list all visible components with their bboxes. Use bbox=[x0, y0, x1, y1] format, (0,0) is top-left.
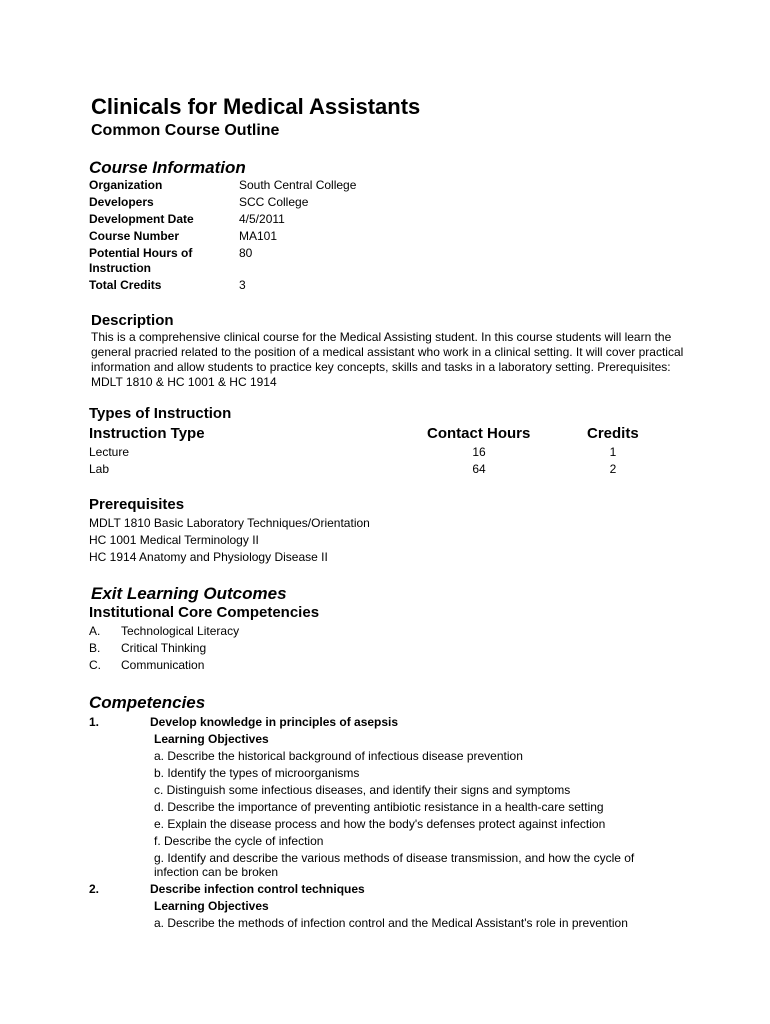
core-competencies-heading: Institutional Core Competencies bbox=[89, 604, 320, 621]
info-value: 3 bbox=[239, 278, 246, 292]
info-row bbox=[89, 178, 356, 195]
credits-cell: 1 bbox=[609, 445, 617, 459]
instruction-type-cell: Lab bbox=[89, 462, 110, 476]
course-info-heading: Course Information bbox=[89, 158, 246, 177]
types-heading: Types of Instruction bbox=[89, 405, 232, 422]
info-row bbox=[89, 212, 356, 229]
outcome-letter: B. bbox=[89, 641, 101, 655]
competency-title: Describe infection control techniques bbox=[150, 882, 365, 896]
prerequisite-item: HC 1001 Medical Terminology II bbox=[89, 533, 259, 547]
info-label: Organization bbox=[89, 178, 163, 192]
objective-item: e. Explain the disease process and how the body's defenses protect against infection bbox=[154, 817, 606, 831]
info-row bbox=[89, 195, 356, 212]
course-info-table bbox=[89, 178, 356, 295]
info-row bbox=[89, 246, 356, 278]
page-title: Clinicals for Medical Assistants bbox=[91, 94, 421, 119]
competency-number: 1. bbox=[89, 715, 100, 729]
outcome-letter: A. bbox=[89, 624, 101, 638]
info-value: South Central College bbox=[239, 178, 357, 192]
info-value: 80 bbox=[239, 246, 253, 260]
contact-hours-cell: 64 bbox=[472, 462, 486, 476]
learning-objectives-label: Learning Objectives bbox=[154, 732, 269, 746]
credits-cell: 2 bbox=[609, 462, 617, 476]
page-subtitle: Common Course Outline bbox=[91, 122, 280, 139]
exit-outcomes-heading: Exit Learning Outcomes bbox=[91, 584, 287, 603]
learning-objectives-label: Learning Objectives bbox=[154, 899, 269, 913]
competency-title: Develop knowledge in principles of asepsis bbox=[150, 715, 399, 729]
contact-hours-cell: 16 bbox=[472, 445, 486, 459]
prerequisite-item: MDLT 1810 Basic Laboratory Techniques/Orientation bbox=[89, 516, 370, 530]
info-label: Course Number bbox=[89, 229, 180, 243]
info-value: MA101 bbox=[239, 229, 278, 243]
competency-number: 2. bbox=[89, 882, 100, 896]
info-label: Total Credits bbox=[89, 278, 162, 292]
objective-item: d. Describe the importance of preventing antibiotic resistance in a health-care setting bbox=[154, 800, 604, 814]
col-contact-hours: Contact Hours bbox=[427, 425, 531, 442]
outcome-text: Technological Literacy bbox=[121, 624, 240, 638]
objective-item: a. Describe the methods of infection control and the Medical Assistant's role in prevention bbox=[154, 916, 628, 930]
info-label: Developers bbox=[89, 195, 154, 209]
description-heading: Description bbox=[91, 312, 174, 329]
outcome-text: Critical Thinking bbox=[121, 641, 207, 655]
info-row bbox=[89, 278, 356, 295]
info-value: SCC College bbox=[239, 195, 309, 209]
info-row bbox=[89, 229, 356, 246]
description-text: This is a comprehensive clinical course for the Medical Assisting student. In this course students will learn the general pracried related to the position of a medical assistant who work in a clinical setting. It will cover practical information and allow students to practice key concepts, skills and tasks in a laboratory setting. Prerequisites: MDLT 1810 & HC 1001 & HC 1914 bbox=[91, 330, 684, 389]
objective-item: a. Describe the historical background of infectious disease prevention bbox=[154, 749, 523, 763]
prerequisites-heading: Prerequisites bbox=[89, 496, 185, 513]
instruction-type-cell: Lecture bbox=[89, 445, 130, 459]
col-credits: Credits bbox=[587, 425, 639, 442]
outcome-letter: C. bbox=[89, 658, 101, 672]
objective-item: f. Describe the cycle of infection bbox=[154, 834, 324, 848]
info-label: Potential Hours of Instruction bbox=[89, 246, 193, 275]
objective-item: b. Identify the types of microorganisms bbox=[154, 766, 360, 780]
objective-item: c. Distinguish some infectious diseases, and identify their signs and symptoms bbox=[154, 783, 571, 797]
objective-item: g. Identify and describe the various methods of disease transmission, and how the cycle of infection can be broken bbox=[154, 851, 635, 879]
info-value: 4/5/2011 bbox=[239, 212, 285, 226]
competencies-heading: Competencies bbox=[89, 693, 206, 712]
col-instruction-type: Instruction Type bbox=[89, 425, 205, 442]
outcome-text: Communication bbox=[121, 658, 205, 672]
info-label: Development Date bbox=[89, 212, 194, 226]
prerequisite-item: HC 1914 Anatomy and Physiology Disease II bbox=[89, 550, 328, 564]
